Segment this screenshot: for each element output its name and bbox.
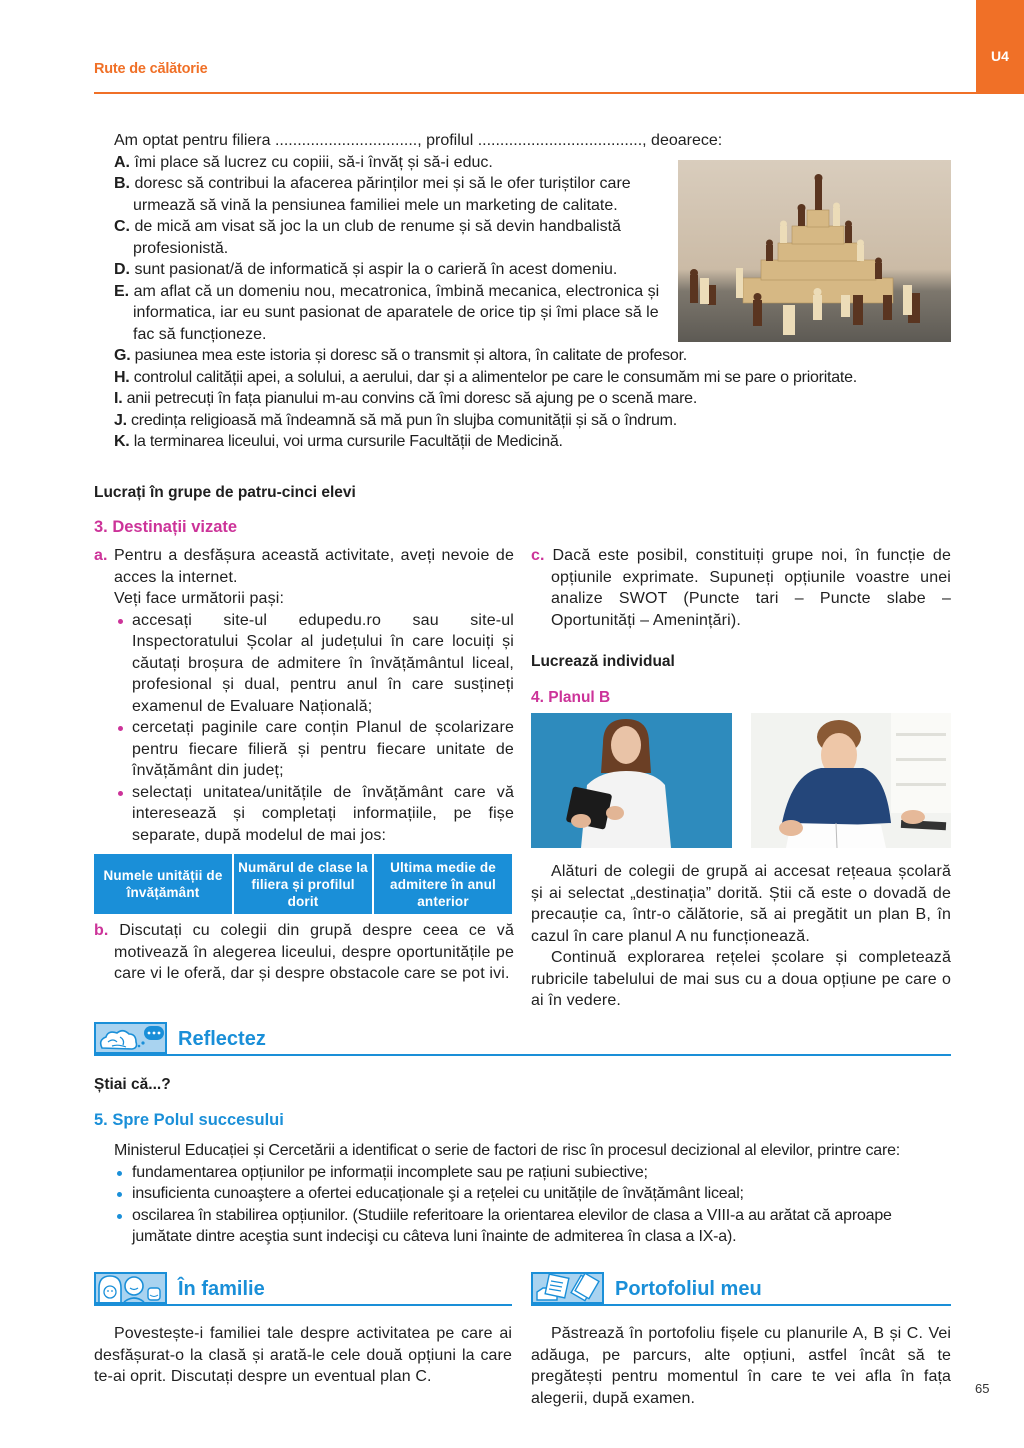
risk-bullet: fundamentarea opțiunilor pe informații incomplete sau pe rațiuni subiective; — [114, 1162, 952, 1184]
risk-factors-block — [114, 1140, 952, 1248]
group-work-label: Lucrați în grupe de patru-cinci elevi — [94, 484, 356, 501]
reflect-band-title: Reflectez — [178, 1028, 266, 1050]
option-text: credința religioasă mă îndeamnă să mă pun în slujba comunității și să o îndrum. — [131, 411, 677, 429]
item-a — [94, 545, 514, 588]
option-text: îmi place să lucrez cu copiii, să-i învăț și să-i educ. — [134, 153, 493, 171]
header-rule — [94, 92, 976, 94]
item-text: Pentru a desfășura această activitate, aveți nevoie de acces la internet. — [113, 547, 514, 586]
option-g — [114, 345, 974, 367]
item-b — [94, 920, 514, 985]
section-5-title: 5. Spre Polul succesului — [94, 1111, 284, 1129]
right-column-top — [531, 545, 951, 631]
reflect-band — [94, 1022, 951, 1056]
brain-thought-icon — [94, 1022, 167, 1054]
option-letter: H. — [114, 368, 130, 386]
step-bullet: accesați site-ul edupedu.ro sau site-ul Inspectoratului Școlar al județului în care locuiți și căutați broșura de admitere în învățământul liceal, profesional și dual, pentru anul în care susțineți examenul de Evaluare Națională; — [94, 610, 514, 718]
chess-illustration — [678, 160, 951, 342]
portfolio-text: Păstrează în portofoliu fișele cu planurile A, B și C. Vei adăuga, pe parcurs, alte opțiuni, astfel încât să te pregătești pentru momentul în care te vei afla în fața alegerii, după examen. — [531, 1325, 951, 1407]
option-letter: J. — [114, 411, 127, 429]
item-text: Dacă este posibil, constituiți grupe noi, în funcție de opțiunile exprimate. Supuneți opțiunile voastre unei analize SWOT (Puncte tari – Puncte slabe – Oportunități – Amenințări). — [551, 547, 951, 629]
option-text: la terminarea liceului, voi urma cursurile Facultății de Medicină. — [133, 433, 563, 450]
option-letter: A. — [114, 153, 130, 171]
family-band — [94, 1272, 512, 1306]
item-text: Discutați cu colegii din grupă despre ceea ce vă motivează în alegerea liceului, despre oportunitățile pe care vi le oferă, dar și despre obstacole care se pot ivi. — [114, 922, 514, 982]
did-you-know-label: Știai că...? — [94, 1076, 171, 1093]
step-bullet: cercetați paginile care conțin Planul de școlarizare pentru fiecare filieră și pentru fiecare unitate de învățământ din județ; — [94, 717, 514, 782]
option-j — [114, 410, 974, 432]
boy-studying-photo — [751, 713, 951, 848]
risk-bullet: oscilarea în stabilirea opțiunilor. (Studiile referitoare la orientarea elevilor de clasa a VIII-a au arătat că aproape jumătate dintre aceştia sunt indecişi cu câteva luni înainte de admiterea în clasa a IX-a). — [114, 1205, 952, 1248]
option-letter: E. — [114, 282, 130, 300]
option-i — [114, 388, 974, 410]
option-text: doresc să contribui la afacerea părinților mei și să le ofer turiștilor care urmează să vină la pensiunea familiei mele un marketing de calitate. — [133, 175, 631, 214]
individual-work-label: Lucrează individual — [531, 653, 675, 670]
plan-b-paragraph: Alături de colegii de grupă ai accesat rețeaua școlară și ai selectat „destinația” dorită. Știi că este o dovadă de precauție ca, într-o călătorie, să ai pregătit un plan B, în cazul în care planul A nu funcționează. — [531, 863, 951, 945]
item-letter: c. — [531, 547, 545, 564]
option-c — [114, 216, 674, 259]
family-text: Povestește-i familiei tale despre activitatea pe care ai desfășurat-o la clasă și arată-le cele două opțiuni la care te-ai oprit. Discutați despre un eventual plan C. — [94, 1325, 512, 1385]
option-b — [114, 173, 674, 216]
left-column — [94, 545, 514, 985]
item-letter: a. — [94, 547, 108, 564]
option-letter: B. — [114, 175, 130, 192]
option-letter: D. — [114, 261, 130, 278]
item-letter: b. — [94, 922, 109, 939]
option-text: de mică am visat să joc la un club de renume și să devin handbalistă profesionistă. — [133, 218, 621, 257]
option-text: pasiunea mea este istoria și doresc să o transmit și altora, în calitate de profesor. — [134, 347, 687, 364]
risk-bullet: insuficienta cunoaştere a ofertei educaționale şi a rețelei cu unitățile de învățământ liceal; — [114, 1183, 952, 1205]
option-e — [114, 281, 674, 346]
option-text: am aflat că un domeniu nou, mecatronica, îmbină mecanica, electronica și informatica, iar eu sunt pasionat de aparatele de orice tip și îmi place să le fac să funcționeze. — [133, 282, 660, 343]
section-3-title: 3. Destinații vizate — [94, 518, 238, 536]
step-bullet: selectați unitatea/unitățile de învățământ care vă interesează și completați informațiile, pe fișe separate, după modelul de mai jos: — [94, 782, 514, 847]
option-a — [114, 152, 674, 174]
plan-b-text — [531, 861, 951, 1012]
option-letter: G. — [114, 347, 131, 364]
section-4-title: 4. Planul B — [531, 689, 611, 706]
option-text: anii petrecuți în fața pianului m-au convins că îmi doresc să ajung pe o scenă mare. — [126, 390, 698, 407]
option-letter: C. — [114, 218, 130, 235]
intro-lead: Am optat pentru filiera ................................, profilul ....................................., deoarece: — [114, 132, 723, 149]
table-header-last-average: Ultima medie de admitere în anul anterior — [374, 854, 512, 914]
table-header-class-count: Numărul de clase la filiera și profilul dorit — [234, 854, 372, 914]
risk-lead: Ministerul Educației și Cercetării a identificat o serie de factori de risc în procesul decizional al elevilor, printre care: — [114, 1142, 901, 1159]
option-k — [114, 431, 974, 453]
option-text: sunt pasionat/ă de informatică și aspir la o carieră în acest domeniu. — [134, 261, 618, 278]
running-head-title: Rute de călătorie — [94, 61, 208, 77]
family-band-title: În familie — [178, 1278, 265, 1300]
portfolio-documents-icon — [531, 1272, 604, 1304]
steps-intro: Veți face următorii pași: — [114, 590, 285, 607]
option-letter: K. — [114, 433, 130, 450]
portfolio-band — [531, 1272, 951, 1306]
option-d — [114, 259, 674, 281]
family-faces-icon — [94, 1272, 167, 1304]
girl-with-tablet-photo — [531, 713, 732, 848]
chess-pyramid-photo — [678, 160, 951, 342]
table-header-school-name: Numele unității de învățământ — [94, 854, 232, 914]
option-text: controlul calității apei, a solului, a aerului, dar și a alimentelor pe care le consumăm mi se pare o prioritate. — [133, 368, 857, 386]
boy-illustration — [751, 713, 951, 848]
school-info-table — [94, 854, 512, 914]
plan-b-paragraph: Continuă explorarea rețelei școlare și completează rubricile tabelului de mai sus cu a doua opțiune pe care o ai în vedere. — [531, 949, 951, 1009]
option-letter: I. — [114, 390, 123, 407]
item-c — [531, 545, 951, 631]
unit-tab: U4 — [976, 0, 1024, 94]
portfolio-band-title: Portofoliul meu — [615, 1278, 762, 1300]
page-number: 65 — [975, 1381, 990, 1396]
option-h — [114, 367, 974, 389]
girl-illustration — [531, 713, 732, 848]
